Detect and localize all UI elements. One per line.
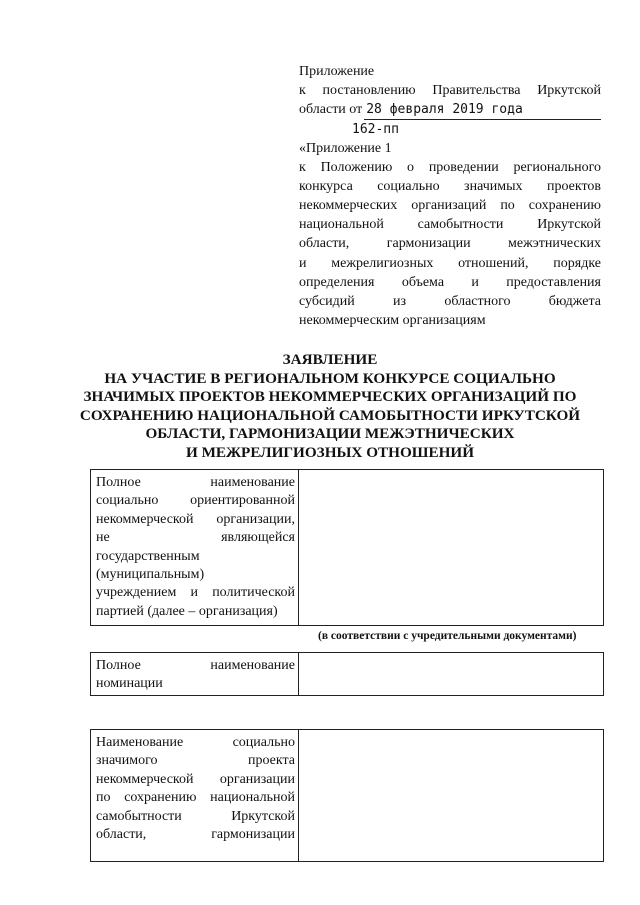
nomination-label (91, 653, 299, 695)
appendix-1-line: определения объема и предоставления (299, 274, 601, 290)
label-line: не являющейся (96, 530, 295, 546)
appendix-1-line: конкурса социально значимых проектов (299, 179, 601, 195)
label-line: (муниципальным) (96, 567, 205, 583)
label-line: социально ориентированной (96, 493, 295, 509)
label-line: номинации (96, 676, 163, 692)
project-name-label (91, 730, 299, 861)
appendix-1-line: и межрелигиозных отношений, порядке (299, 255, 601, 271)
appendix-date: 28 февраля 2019 года (364, 100, 601, 120)
appendix-title: Приложение (299, 64, 375, 79)
appendix-1-line: некоммерческим организациям (299, 312, 486, 328)
title-line: И МЕЖРЕЛИГИОЗНЫХ ОТНОШЕНИЙ (185, 443, 475, 461)
appendix-number: 162-пп (352, 122, 399, 137)
title-line: ЗАЯВЛЕНИЕ (282, 351, 378, 368)
label-line: учреждением и политической (96, 585, 295, 601)
label-line: Наименование социально (96, 735, 295, 750)
label-line: Полное наименование (96, 475, 295, 490)
label-line: некоммерческой организации, (96, 511, 295, 527)
label-line: по сохранению национальной (96, 790, 295, 806)
appendix-date-line (299, 100, 601, 120)
appendix-1-line: к Положению о проведении регионального (299, 160, 601, 176)
appendix-1-line: национальной самобытности Иркутской (299, 217, 601, 233)
label-line: партией (далее – организация) (96, 603, 278, 619)
appendix-1-line: «Приложение 1 (299, 141, 392, 156)
title-line: ОБЛАСТИ, ГАРМОНИЗАЦИИ МЕЖЭТНИЧЕСКИХ (145, 425, 515, 443)
nomination-input-cell[interactable] (299, 653, 603, 695)
appendix-1-line: субсидий из областного бюджета (299, 293, 601, 309)
org-name-input-cell[interactable] (299, 470, 603, 625)
label-line: значимого проекта (96, 753, 295, 769)
nomination-table (90, 652, 604, 696)
org-name-caption: (в соответствии с учредительными документами) (318, 630, 577, 642)
title-line: ЗНАЧИМЫХ ПРОЕКТОВ НЕКОММЕРЧЕСКИХ ОРГАНИЗАЦИЙ ПО (83, 388, 577, 406)
title-line: СОХРАНЕНИЮ НАЦИОНАЛЬНОЙ САМОБЫТНОСТИ ИРКУТСКОЙ (79, 406, 581, 424)
title-line: НА УЧАСТИЕ В РЕГИОНАЛЬНОМ КОНКУРСЕ СОЦИАЛЬНО (104, 369, 556, 387)
org-name-table (90, 469, 604, 626)
label-line: самобытности Иркутской (96, 808, 295, 824)
appendix-1-line: области, гармонизации межэтнических (299, 236, 601, 252)
org-name-label (91, 470, 299, 625)
project-name-input-cell[interactable] (299, 730, 603, 861)
appendix-1-line: некоммерческих организаций по сохранению (299, 198, 601, 214)
label-line: Полное наименование (96, 658, 295, 673)
appendix-header (299, 62, 601, 139)
document-title (60, 351, 600, 463)
label-line: некоммерческой организации (96, 771, 295, 787)
project-name-table (90, 729, 604, 862)
appendix-1-block (299, 139, 601, 330)
label-line: области, гармонизации (96, 827, 295, 843)
appendix-region-from: области от (299, 102, 363, 117)
appendix-to-decree: к постановлению Правительства Иркутской (299, 83, 601, 98)
label-line: государственным (96, 548, 200, 564)
